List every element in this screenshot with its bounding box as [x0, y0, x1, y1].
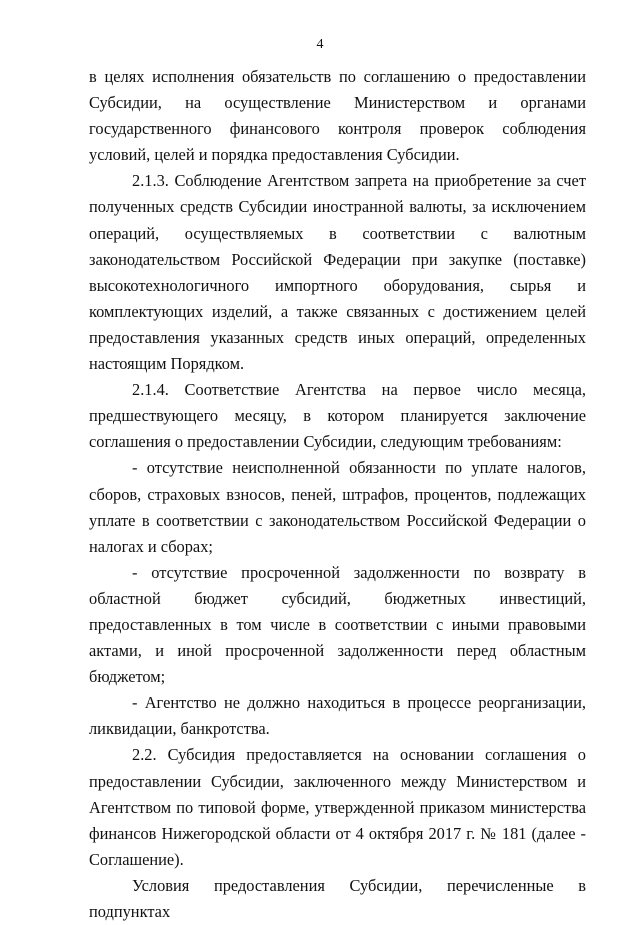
- requirement-item-debt: - отсутствие просроченной задолженности по возврату в областной бюджет субсидий, бюджетных инвестиций, предоставленных в том числе в соответствии с иными правовыми актами, и иной просроченной задолженности перед областным бюджетом;: [89, 562, 586, 687]
- paragraph-2-1-4: 2.1.4. Соответствие Агентства на первое число месяца, предшествующего месяцу, в котором планируется заключение соглашения о предоставлении Субсидии, следующим требованиям:: [89, 380, 586, 452]
- paragraph-2-2: 2.2. Субсидия предоставляется на основании соглашения о предоставлении Субсидии, заключенного между Министерством и Агентством по типовой форме, утвержденной приказом министерства финансов Нижегородской области от 4 октября 2017 г. № 181 (далее - Соглашение).: [89, 745, 586, 869]
- page-number: 4: [316, 37, 324, 52]
- requirement-item-taxes: - отсутствие неисполненной обязанности по уплате налогов, сборов, страховых взносов, пеней, штрафов, процентов, подлежащих уплате в соответствии с законодательством Российской Федерации о налогах и сборах;: [89, 458, 586, 556]
- paragraph-2-1-3: 2.1.3. Соблюдение Агентством запрета на приобретение за счет полученных средств Субсидии иностранной валюты, за исключением операций, осуществляемых в соответствии с валютным законодательством Российской Федерации при закупке (поставке) высокотехнологичного импортного оборудования, сырья и комплектующих изделий, а также связанных с достижением целей предоставления указанных средств иных операций, определенных настоящим Порядком.: [89, 171, 586, 374]
- paragraph-continuation: в целях исполнения обязательств по соглашению о предоставлении Субсидии, на осуществление Министерством и органами государственного финансового контроля проверок соблюдения условий, целей и порядка предоставления Субсидии.: [89, 67, 586, 165]
- paragraph-conditions: Условия предоставления Субсидии, перечисленные в подпунктах: [89, 875, 586, 921]
- requirement-item-reorganization: - Агентство не должно находиться в процессе реорганизации, ликвидации, банкротства.: [89, 693, 586, 739]
- document-body: [89, 64, 586, 925]
